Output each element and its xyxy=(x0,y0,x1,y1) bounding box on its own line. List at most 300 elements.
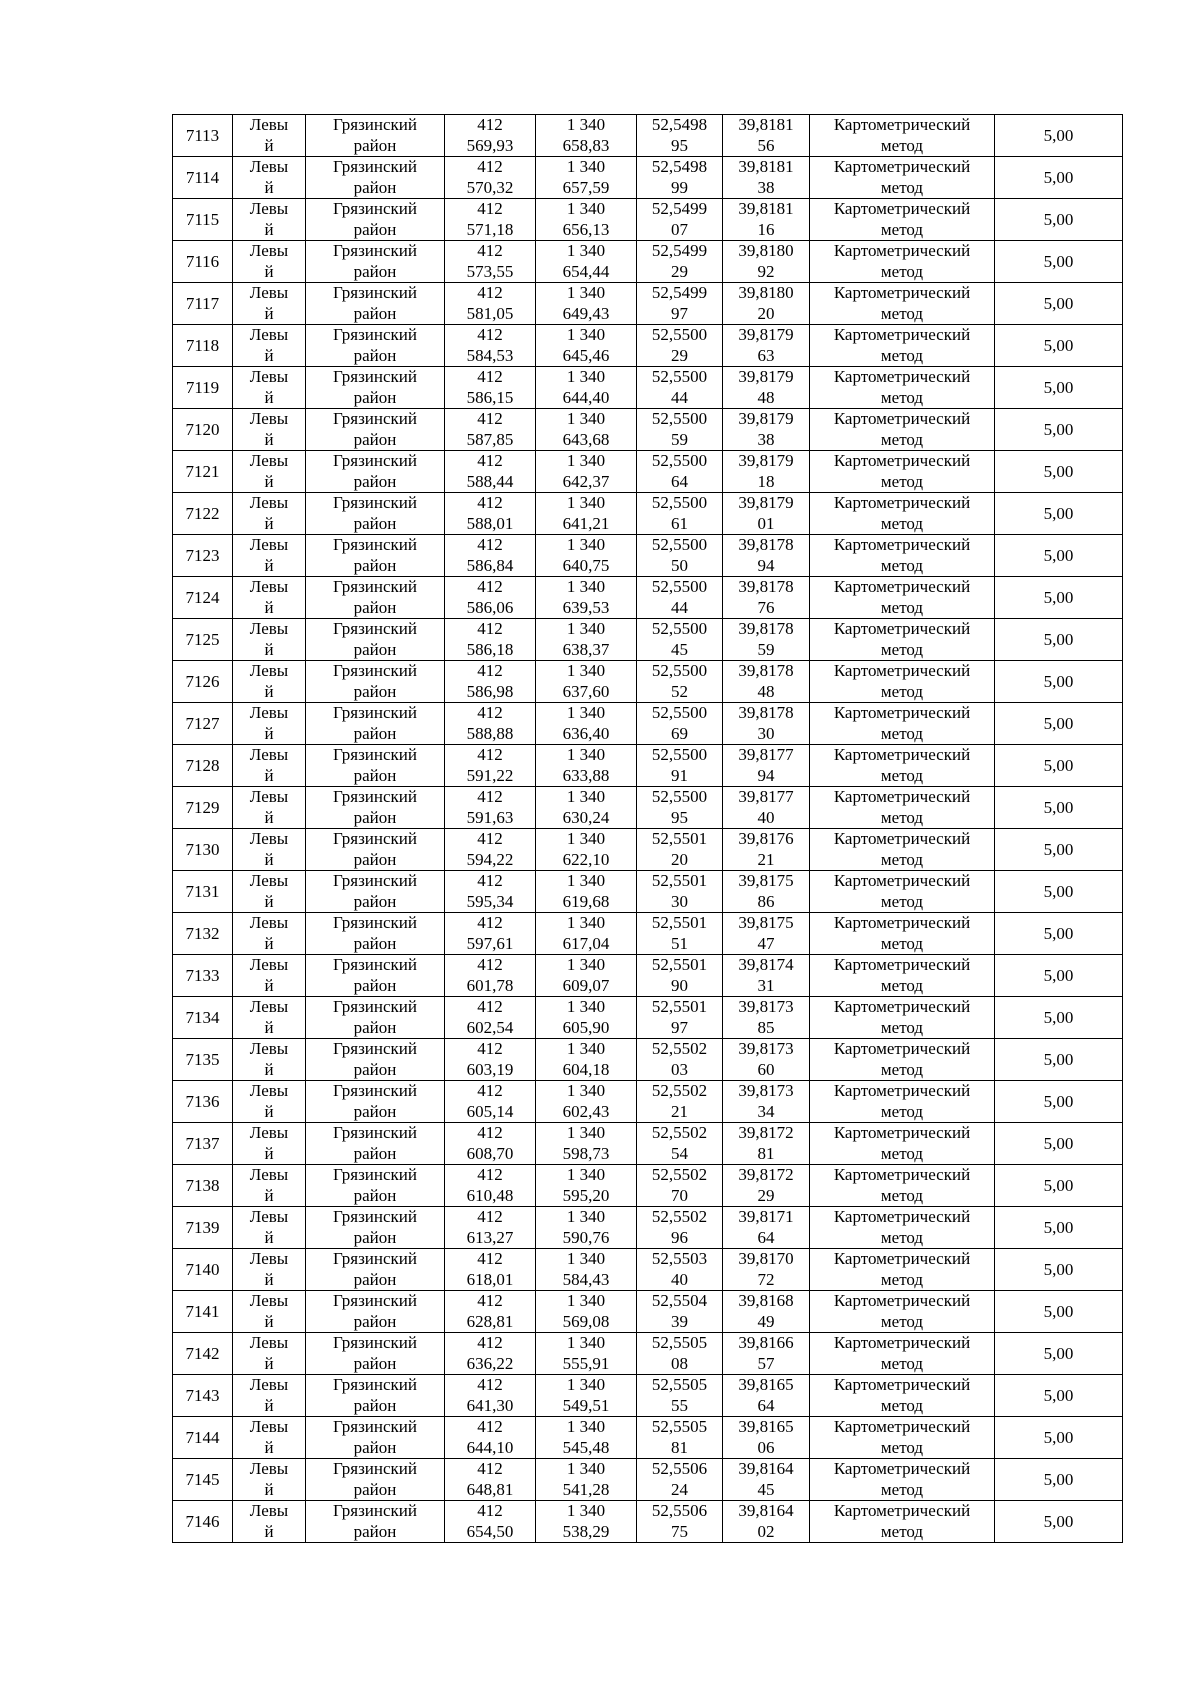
accuracy-cell: 5,00 xyxy=(995,1333,1123,1375)
district-cell-line: Грязинский xyxy=(333,1081,417,1100)
y-coordinate-cell-line: 1 340 xyxy=(566,493,606,512)
latitude-cell xyxy=(637,493,723,535)
side-cell xyxy=(233,535,306,577)
y-coordinate-cell-line: 633,88 xyxy=(562,765,610,785)
longitude-cell-line: 63 xyxy=(757,345,775,365)
side-cell-line: Левы xyxy=(249,451,289,470)
y-coordinate-cell-line: 595,20 xyxy=(562,1185,610,1205)
method-cell-line: Картометрический xyxy=(833,1333,971,1352)
method-cell xyxy=(810,1123,995,1165)
side-cell-line: Левы xyxy=(249,115,289,134)
method-cell xyxy=(810,1039,995,1081)
district-cell xyxy=(306,745,445,787)
latitude-cell-line: 44 xyxy=(671,387,688,407)
method-cell-line: Картометрический xyxy=(833,241,971,260)
longitude-cell-line: 39,8181 xyxy=(738,157,794,176)
method-cell-line: Картометрический xyxy=(833,199,971,218)
side-cell-line: Левы xyxy=(249,1333,289,1352)
longitude-cell-line: 39,8178 xyxy=(738,535,794,554)
x-coordinate-cell xyxy=(445,1081,536,1123)
latitude-cell-line: 07 xyxy=(671,219,688,239)
side-cell xyxy=(233,1417,306,1459)
x-coordinate-cell xyxy=(445,829,536,871)
y-coordinate-cell-line: 555,91 xyxy=(562,1353,610,1373)
side-cell xyxy=(233,997,306,1039)
longitude-cell-line: 39,8164 xyxy=(738,1459,794,1478)
side-cell xyxy=(233,1375,306,1417)
longitude-cell-line: 39,8166 xyxy=(738,1333,794,1352)
latitude-cell xyxy=(637,871,723,913)
y-coordinate-cell-line: 1 340 xyxy=(566,619,606,638)
side-cell-line: Левы xyxy=(249,577,289,596)
table-row xyxy=(173,787,1123,829)
side-cell-line: й xyxy=(264,1395,274,1415)
accuracy-cell: 5,00 xyxy=(995,1039,1123,1081)
side-cell-line: Левы xyxy=(249,787,289,806)
method-cell-line: Картометрический xyxy=(833,1165,971,1184)
y-coordinate-cell-line: 1 340 xyxy=(566,1249,606,1268)
x-coordinate-cell xyxy=(445,493,536,535)
district-cell-line: Грязинский xyxy=(333,325,417,344)
latitude-cell-line: 52,5503 xyxy=(651,1249,708,1268)
district-cell-line: район xyxy=(353,1521,397,1541)
y-coordinate-cell-line: 1 340 xyxy=(566,1375,606,1394)
point-number-cell: 7138 xyxy=(173,1165,233,1207)
x-coordinate-cell-line: 586,18 xyxy=(466,639,514,659)
x-coordinate-cell-line: 581,05 xyxy=(466,303,514,323)
accuracy-cell: 5,00 xyxy=(995,1375,1123,1417)
x-coordinate-cell-line: 591,22 xyxy=(466,765,514,785)
y-coordinate-cell-line: 617,04 xyxy=(562,933,610,953)
accuracy-cell: 5,00 xyxy=(995,787,1123,829)
y-coordinate-cell xyxy=(536,1417,637,1459)
longitude-cell-line: 49 xyxy=(757,1311,775,1331)
method-cell-line: Картометрический xyxy=(833,409,971,428)
side-cell-line: Левы xyxy=(249,367,289,386)
longitude-cell xyxy=(723,661,810,703)
district-cell-line: район xyxy=(353,303,397,323)
method-cell-line: Картометрический xyxy=(833,493,971,512)
y-coordinate-cell-line: 1 340 xyxy=(566,1123,606,1142)
table-row xyxy=(173,409,1123,451)
longitude-cell-line: 39,8173 xyxy=(738,1039,794,1058)
side-cell xyxy=(233,451,306,493)
method-cell-line: метод xyxy=(880,681,924,701)
longitude-cell-line: 39,8181 xyxy=(738,115,794,134)
district-cell xyxy=(306,1249,445,1291)
table-row xyxy=(173,1375,1123,1417)
district-cell-line: район xyxy=(353,1185,397,1205)
district-cell-line: район xyxy=(353,555,397,575)
x-coordinate-cell-line: 597,61 xyxy=(466,933,514,953)
side-cell xyxy=(233,829,306,871)
method-cell xyxy=(810,409,995,451)
longitude-cell xyxy=(723,199,810,241)
y-coordinate-cell-line: 637,60 xyxy=(562,681,610,701)
latitude-cell xyxy=(637,955,723,997)
latitude-cell xyxy=(637,703,723,745)
point-number-cell: 7136 xyxy=(173,1081,233,1123)
longitude-cell-line: 39,8173 xyxy=(738,997,794,1016)
x-coordinate-cell xyxy=(445,157,536,199)
point-number-cell: 7130 xyxy=(173,829,233,871)
side-cell xyxy=(233,199,306,241)
latitude-cell-line: 52,5500 xyxy=(651,451,708,470)
district-cell xyxy=(306,577,445,619)
district-cell-line: район xyxy=(353,1311,397,1331)
method-cell-line: метод xyxy=(880,933,924,953)
district-cell xyxy=(306,703,445,745)
method-cell-line: метод xyxy=(880,1353,924,1373)
method-cell xyxy=(810,1207,995,1249)
district-cell-line: район xyxy=(353,1353,397,1373)
side-cell-line: й xyxy=(264,1269,274,1289)
y-coordinate-cell-line: 1 340 xyxy=(566,409,606,428)
table-row xyxy=(173,535,1123,577)
x-coordinate-cell-line: 603,19 xyxy=(466,1059,514,1079)
table-row xyxy=(173,199,1123,241)
district-cell-line: район xyxy=(353,1017,397,1037)
latitude-cell xyxy=(637,535,723,577)
district-cell-line: район xyxy=(353,1143,397,1163)
y-coordinate-cell-line: 1 340 xyxy=(566,1081,606,1100)
method-cell-line: метод xyxy=(880,1269,924,1289)
method-cell-line: метод xyxy=(880,387,924,407)
side-cell-line: й xyxy=(264,1521,274,1541)
x-coordinate-cell-line: 412 xyxy=(477,1039,503,1058)
x-coordinate-cell-line: 641,30 xyxy=(466,1395,514,1415)
method-cell-line: метод xyxy=(880,345,924,365)
y-coordinate-cell-line: 602,43 xyxy=(562,1101,610,1121)
district-cell-line: район xyxy=(353,345,397,365)
point-number-cell: 7121 xyxy=(173,451,233,493)
x-coordinate-cell-line: 412 xyxy=(477,955,503,974)
accuracy-cell: 5,00 xyxy=(995,577,1123,619)
district-cell xyxy=(306,1333,445,1375)
side-cell-line: й xyxy=(264,555,274,575)
district-cell xyxy=(306,1081,445,1123)
latitude-cell-line: 52,5501 xyxy=(651,955,708,974)
x-coordinate-cell xyxy=(445,871,536,913)
side-cell-line: й xyxy=(264,1017,274,1037)
longitude-cell xyxy=(723,1333,810,1375)
table-row xyxy=(173,997,1123,1039)
method-cell-line: Картометрический xyxy=(833,1459,971,1478)
accuracy-cell: 5,00 xyxy=(995,409,1123,451)
district-cell xyxy=(306,619,445,661)
x-coordinate-cell xyxy=(445,199,536,241)
y-coordinate-cell-line: 1 340 xyxy=(566,1333,606,1352)
latitude-cell-line: 03 xyxy=(671,1059,688,1079)
district-cell-line: район xyxy=(353,261,397,281)
method-cell-line: метод xyxy=(880,597,924,617)
longitude-cell-line: 39,8181 xyxy=(738,199,794,218)
method-cell xyxy=(810,199,995,241)
longitude-cell-line: 34 xyxy=(757,1101,775,1121)
longitude-cell-line: 39,8180 xyxy=(738,283,794,302)
longitude-cell xyxy=(723,493,810,535)
longitude-cell-line: 39,8179 xyxy=(738,493,794,512)
latitude-cell xyxy=(637,1123,723,1165)
accuracy-cell: 5,00 xyxy=(995,241,1123,283)
district-cell-line: район xyxy=(353,1437,397,1457)
side-cell-line: Левы xyxy=(249,325,289,344)
side-cell-line: Левы xyxy=(249,1501,289,1520)
district-cell-line: район xyxy=(353,135,397,155)
point-number-cell: 7143 xyxy=(173,1375,233,1417)
latitude-cell-line: 75 xyxy=(671,1521,688,1541)
method-cell-line: метод xyxy=(880,723,924,743)
latitude-cell xyxy=(637,1375,723,1417)
district-cell-line: Грязинский xyxy=(333,283,417,302)
y-coordinate-cell xyxy=(536,115,637,157)
longitude-cell-line: 39,8178 xyxy=(738,577,794,596)
y-coordinate-cell xyxy=(536,1207,637,1249)
table-row xyxy=(173,619,1123,661)
x-coordinate-cell-line: 412 xyxy=(477,619,503,638)
longitude-cell-line: 39,8179 xyxy=(738,325,794,344)
latitude-cell-line: 52,5499 xyxy=(651,241,708,260)
point-number-cell: 7144 xyxy=(173,1417,233,1459)
y-coordinate-cell-line: 1 340 xyxy=(566,157,606,176)
y-coordinate-cell-line: 1 340 xyxy=(566,1501,606,1520)
method-cell-line: Картометрический xyxy=(833,619,971,638)
longitude-cell-line: 01 xyxy=(757,513,775,533)
method-cell xyxy=(810,745,995,787)
x-coordinate-cell-line: 588,44 xyxy=(466,471,514,491)
side-cell xyxy=(233,577,306,619)
x-coordinate-cell-line: 412 xyxy=(477,409,503,428)
y-coordinate-cell-line: 1 340 xyxy=(566,955,606,974)
longitude-cell xyxy=(723,1165,810,1207)
x-coordinate-cell-line: 591,63 xyxy=(466,807,514,827)
method-cell-line: Картометрический xyxy=(833,871,971,890)
method-cell-line: Картометрический xyxy=(833,367,971,386)
method-cell xyxy=(810,1333,995,1375)
y-coordinate-cell xyxy=(536,829,637,871)
y-coordinate-cell xyxy=(536,1081,637,1123)
district-cell xyxy=(306,241,445,283)
side-cell xyxy=(233,241,306,283)
longitude-cell-line: 39,8165 xyxy=(738,1375,794,1394)
district-cell-line: Грязинский xyxy=(333,409,417,428)
longitude-cell xyxy=(723,1291,810,1333)
table-row xyxy=(173,1081,1123,1123)
method-cell-line: метод xyxy=(880,975,924,995)
y-coordinate-cell-line: 1 340 xyxy=(566,325,606,344)
latitude-cell-line: 52,5500 xyxy=(651,745,708,764)
x-coordinate-cell-line: 586,84 xyxy=(466,555,514,575)
point-number-cell: 7113 xyxy=(173,115,233,157)
district-cell-line: Грязинский xyxy=(333,787,417,806)
method-cell xyxy=(810,619,995,661)
latitude-cell-line: 52,5505 xyxy=(651,1375,708,1394)
table-row xyxy=(173,871,1123,913)
latitude-cell-line: 52,5500 xyxy=(651,535,708,554)
y-coordinate-cell-line: 1 340 xyxy=(566,1417,606,1436)
longitude-cell xyxy=(723,577,810,619)
point-number-cell: 7145 xyxy=(173,1459,233,1501)
longitude-cell xyxy=(723,829,810,871)
longitude-cell-line: 81 xyxy=(757,1143,775,1163)
x-coordinate-cell-line: 412 xyxy=(477,661,503,680)
y-coordinate-cell xyxy=(536,913,637,955)
accuracy-cell: 5,00 xyxy=(995,661,1123,703)
x-coordinate-cell-line: 602,54 xyxy=(466,1017,514,1037)
method-cell-line: Картометрический xyxy=(833,283,971,302)
y-coordinate-cell-line: 1 340 xyxy=(566,199,606,218)
district-cell-line: район xyxy=(353,765,397,785)
method-cell xyxy=(810,955,995,997)
district-cell-line: Грязинский xyxy=(333,661,417,680)
x-coordinate-cell-line: 648,81 xyxy=(466,1479,514,1499)
longitude-cell xyxy=(723,913,810,955)
table-row xyxy=(173,1249,1123,1291)
method-cell-line: Картометрический xyxy=(833,661,971,680)
point-number-cell: 7132 xyxy=(173,913,233,955)
y-coordinate-cell-line: 658,83 xyxy=(562,135,610,155)
latitude-cell xyxy=(637,1039,723,1081)
y-coordinate-cell xyxy=(536,1291,637,1333)
accuracy-cell: 5,00 xyxy=(995,1165,1123,1207)
y-coordinate-cell-line: 545,48 xyxy=(562,1437,610,1457)
latitude-cell-line: 52,5500 xyxy=(651,661,708,680)
district-cell-line: Грязинский xyxy=(333,703,417,722)
latitude-cell-line: 50 xyxy=(671,555,688,575)
latitude-cell-line: 52,5498 xyxy=(651,157,708,176)
y-coordinate-cell-line: 643,68 xyxy=(562,429,610,449)
accuracy-cell: 5,00 xyxy=(995,829,1123,871)
method-cell xyxy=(810,787,995,829)
latitude-cell xyxy=(637,283,723,325)
side-cell-line: й xyxy=(264,261,274,281)
y-coordinate-cell-line: 1 340 xyxy=(566,997,606,1016)
district-cell-line: район xyxy=(353,471,397,491)
latitude-cell-line: 97 xyxy=(671,1017,688,1037)
accuracy-cell: 5,00 xyxy=(995,325,1123,367)
side-cell-line: Левы xyxy=(249,1249,289,1268)
side-cell xyxy=(233,1291,306,1333)
side-cell-line: й xyxy=(264,849,274,869)
district-cell xyxy=(306,1207,445,1249)
latitude-cell-line: 52 xyxy=(671,681,688,701)
x-coordinate-cell-line: 618,01 xyxy=(466,1269,514,1289)
method-cell-line: метод xyxy=(880,219,924,239)
x-coordinate-cell-line: 571,18 xyxy=(466,219,514,239)
longitude-cell xyxy=(723,1501,810,1543)
side-cell-line: й xyxy=(264,765,274,785)
point-number-cell: 7131 xyxy=(173,871,233,913)
y-coordinate-cell xyxy=(536,661,637,703)
longitude-cell-line: 64 xyxy=(757,1227,775,1247)
longitude-cell-line: 39,8175 xyxy=(738,871,794,890)
table-row xyxy=(173,325,1123,367)
y-coordinate-cell-line: 1 340 xyxy=(566,871,606,890)
latitude-cell-line: 91 xyxy=(671,765,688,785)
latitude-cell xyxy=(637,1291,723,1333)
method-cell-line: Картометрический xyxy=(833,157,971,176)
y-coordinate-cell xyxy=(536,619,637,661)
x-coordinate-cell-line: 412 xyxy=(477,157,503,176)
longitude-cell-line: 40 xyxy=(757,807,775,827)
district-cell-line: Грязинский xyxy=(333,871,417,890)
district-cell-line: Грязинский xyxy=(333,367,417,386)
longitude-cell-line: 39,8178 xyxy=(738,703,794,722)
side-cell-line: й xyxy=(264,1185,274,1205)
side-cell-line: й xyxy=(264,1437,274,1457)
latitude-cell-line: 52,5499 xyxy=(651,283,708,302)
method-cell-line: Картометрический xyxy=(833,1501,971,1520)
side-cell-line: Левы xyxy=(249,535,289,554)
table-row xyxy=(173,115,1123,157)
y-coordinate-cell xyxy=(536,1165,637,1207)
x-coordinate-cell-line: 412 xyxy=(477,241,503,260)
method-cell xyxy=(810,325,995,367)
latitude-cell xyxy=(637,1165,723,1207)
x-coordinate-cell-line: 588,88 xyxy=(466,723,514,743)
side-cell-line: Левы xyxy=(249,829,289,848)
side-cell xyxy=(233,1123,306,1165)
method-cell xyxy=(810,1291,995,1333)
side-cell-line: й xyxy=(264,345,274,365)
district-cell-line: район xyxy=(353,513,397,533)
accuracy-cell: 5,00 xyxy=(995,535,1123,577)
longitude-cell-line: 38 xyxy=(757,429,775,449)
district-cell-line: район xyxy=(353,975,397,995)
point-number-cell: 7118 xyxy=(173,325,233,367)
latitude-cell-line: 52,5500 xyxy=(651,325,708,344)
latitude-cell-line: 30 xyxy=(671,891,688,911)
side-cell xyxy=(233,703,306,745)
district-cell xyxy=(306,1417,445,1459)
side-cell-line: й xyxy=(264,513,274,533)
latitude-cell-line: 20 xyxy=(671,849,688,869)
method-cell-line: метод xyxy=(880,1521,924,1541)
side-cell xyxy=(233,661,306,703)
x-coordinate-cell-line: 595,34 xyxy=(466,891,514,911)
method-cell-line: метод xyxy=(880,429,924,449)
side-cell xyxy=(233,493,306,535)
method-cell xyxy=(810,829,995,871)
method-cell-line: Картометрический xyxy=(833,1207,971,1226)
x-coordinate-cell-line: 613,27 xyxy=(466,1227,514,1247)
longitude-cell xyxy=(723,1375,810,1417)
side-cell-line: й xyxy=(264,177,274,197)
y-coordinate-cell-line: 1 340 xyxy=(566,787,606,806)
district-cell-line: район xyxy=(353,1479,397,1499)
longitude-cell-line: 39,8175 xyxy=(738,913,794,932)
district-cell-line: район xyxy=(353,177,397,197)
table-row xyxy=(173,1039,1123,1081)
method-cell-line: метод xyxy=(880,1479,924,1499)
latitude-cell xyxy=(637,619,723,661)
y-coordinate-cell xyxy=(536,409,637,451)
district-cell xyxy=(306,661,445,703)
latitude-cell-line: 52,5501 xyxy=(651,913,708,932)
longitude-cell-line: 38 xyxy=(757,177,775,197)
x-coordinate-cell-line: 605,14 xyxy=(466,1101,514,1121)
table-row xyxy=(173,703,1123,745)
x-coordinate-cell-line: 584,53 xyxy=(466,345,514,365)
x-coordinate-cell-line: 412 xyxy=(477,1207,503,1226)
side-cell xyxy=(233,787,306,829)
method-cell-line: Картометрический xyxy=(833,577,971,596)
x-coordinate-cell-line: 601,78 xyxy=(466,975,514,995)
district-cell-line: Грязинский xyxy=(333,1333,417,1352)
x-coordinate-cell-line: 586,06 xyxy=(466,597,514,617)
longitude-cell-line: 31 xyxy=(757,975,775,995)
y-coordinate-cell-line: 1 340 xyxy=(566,1459,606,1478)
